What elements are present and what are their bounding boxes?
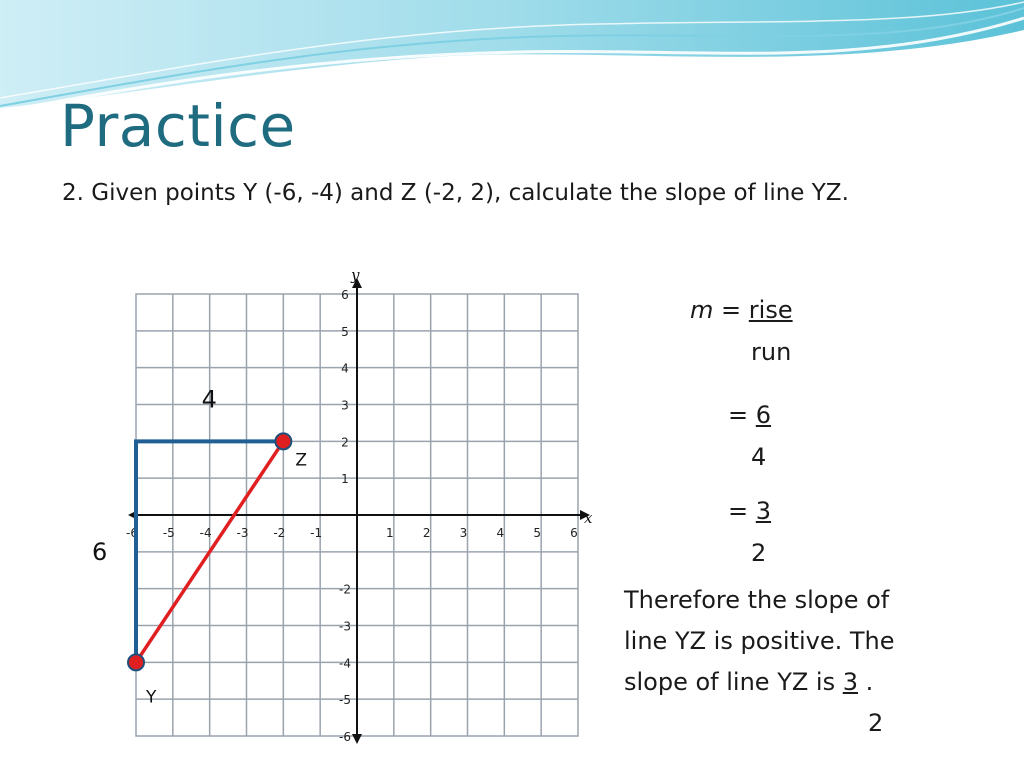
y-tick-label: 5 bbox=[341, 324, 349, 339]
final-slope-denominator: 2 bbox=[868, 709, 884, 737]
y-tick-label: -3 bbox=[339, 619, 351, 634]
step1-denominator: 4 bbox=[751, 443, 767, 471]
y-tick-label: -4 bbox=[339, 656, 351, 671]
point-z-label: Z bbox=[295, 450, 307, 471]
step2-numerator: 3 bbox=[755, 497, 772, 525]
final-slope-numerator: 3 bbox=[842, 668, 858, 696]
y-tick-label: 3 bbox=[341, 398, 349, 413]
slope-symbol: m bbox=[690, 296, 714, 324]
step1-numerator: 6 bbox=[755, 401, 772, 429]
y-tick-label: -2 bbox=[339, 582, 351, 597]
conclusion-line-2: line YZ is positive. The bbox=[624, 627, 895, 655]
y-tick-label: 6 bbox=[341, 288, 349, 302]
x-tick-label: -5 bbox=[162, 526, 175, 540]
x-tick-label: -4 bbox=[199, 526, 212, 540]
slide-title: Practice bbox=[60, 92, 296, 160]
x-tick-label: 4 bbox=[496, 526, 505, 540]
formula-denominator: run bbox=[751, 338, 792, 366]
x-axis-label: x bbox=[584, 509, 593, 527]
conclusion-line-1: Therefore the slope of bbox=[624, 586, 890, 614]
step2-denominator: 2 bbox=[751, 539, 767, 567]
point-z-marker bbox=[275, 433, 291, 449]
y-tick-label: 2 bbox=[341, 435, 349, 450]
equals-sign: = bbox=[721, 296, 742, 324]
run-label: 4 bbox=[201, 385, 217, 414]
step2-fraction bbox=[728, 499, 771, 523]
x-tick-label: 2 bbox=[422, 526, 431, 540]
y-tick-label: 1 bbox=[341, 472, 349, 487]
x-tick-label: -6 bbox=[126, 526, 138, 540]
formula-numerator: rise bbox=[748, 296, 793, 324]
y-axis-label: y bbox=[351, 266, 360, 284]
step1-fraction bbox=[728, 403, 771, 427]
rise-label: 6 bbox=[92, 537, 108, 566]
conclusion-line-3-suffix: . bbox=[858, 668, 874, 696]
x-tick-label: 5 bbox=[533, 526, 541, 540]
conclusion-line-3 bbox=[624, 662, 954, 703]
y-tick-label: 4 bbox=[341, 361, 349, 376]
y-axis-arrow-down bbox=[352, 734, 362, 744]
y-tick-label: -5 bbox=[339, 693, 351, 708]
point-y-label: Y bbox=[146, 687, 157, 708]
conclusion-line-3-prefix: slope of line YZ is bbox=[624, 668, 843, 696]
x-tick-label: 3 bbox=[459, 526, 468, 540]
equals-sign: = bbox=[728, 497, 749, 525]
point-y-marker bbox=[128, 654, 144, 670]
x-tick-label: 6 bbox=[570, 526, 578, 540]
y-tick-label: -6 bbox=[339, 730, 351, 744]
problem-statement: 2. Given points Y (-6, -4) and Z (-2, 2), calculate the slope of line YZ. bbox=[62, 180, 849, 206]
equals-sign: = bbox=[728, 401, 749, 429]
conclusion-text bbox=[624, 580, 954, 744]
slope-formula bbox=[690, 298, 793, 322]
x-tick-label: -3 bbox=[236, 526, 249, 540]
x-tick-label: 1 bbox=[386, 526, 394, 540]
x-tick-label: -1 bbox=[310, 526, 323, 540]
x-tick-label: -2 bbox=[273, 526, 286, 540]
